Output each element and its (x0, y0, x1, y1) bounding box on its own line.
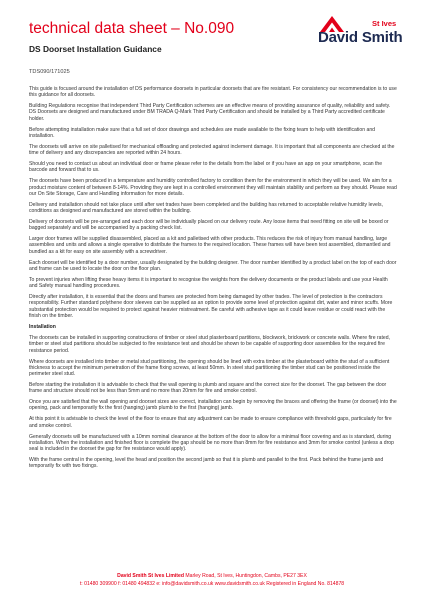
paragraph: Before attempting installation make sure that a full set of door drawings and schedules are made available to the fixing team to help with identification and installation. (29, 126, 376, 139)
paragraph: At this point it is advisable to check the level of the floor to ensure that any adjustment can be made to ensure compliance with threshold gaps, particularly for fire and smoke control. (29, 416, 392, 429)
document-body (29, 86, 397, 474)
logo-brand: David Smith (318, 29, 403, 46)
footer-contact: t: 01480 309900 f: 01480 494832 e: info@davidsmith.co.uk www.davidsmith.co.uk Registered in England No. 814878 (79, 581, 345, 587)
paragraph: Should you need to contact us about an individual door or frame please refer to the details from the label or if you have an app on your smartphone, scan the barcode and forward that to us. (29, 161, 383, 174)
paragraph: The doorsets will arrive on site palletised for mechanical offloading and protected against inclement damage. It is important that all components are checked at the time of delivery and any discrepancies are reported within 24 hours. (29, 143, 395, 157)
paragraph: Delivery of doorsets will be pre-arranged and each door will be individually placed on our delivery route. Any loose items that need fitting on site will be boxed or bagged separately and will be accompanied by a packing check list. (29, 218, 389, 232)
paragraph: Larger door frames will be supplied disassembled, placed as a kit and palletised with other products. This reduces the risk of injury from manual handling, large assemblies and units and allows a single operative to distribute the frames to the required location. These frames will have been test assembled, dismantled and bundled as a kit for easy on site assembly with a screwdriver. (29, 236, 391, 255)
paragraph: Before starting the installation it is advisable to check that the wall opening is plumb and square and the correct size for the doorset. The gap between the door frame and structure should not be less than 5mm and no more than 20mm for fire and smoke control. (29, 382, 387, 395)
paragraph: This guide is focused around the installation of DS performance doorsets in particular doorsets that are fire resistant. For consistency our recommendation is to use this guidance for all doorsets. (29, 86, 397, 99)
paragraph: Directly after installation, it is essential that the doors and frames are protected from being damaged by other trades. The level of protection is the contractors responsibility. Further standard polythene door sleeves can be supplied as an option to provide some level of protection against dirt, water and minor scuffs. More substantial protection would be required to protect against heavier mistreatment. Be careful with adhesive tape as it could leave residue or could react with the finish on the timber. (29, 293, 393, 319)
paragraph: Each doorset will be identified by a door number, usually designated by the building designer. The door number identified by a product label on the top of each door and frame can be used to locate the door on the floor plan. (29, 259, 397, 272)
paragraph: Once you are satisfied that the wall opening and doorset sizes are correct, installation can begin by removing the braces and offering the frame (or doorset) into the opening, pack and temporarily fix the first (hanging) jamb plumb to the first (hanging) jamb. (29, 399, 397, 412)
paragraph: Delivery and installation should not take place until after wet trades have been completed and the building has returned to acceptable relative humidity levels, conditions as designed and manufactured are stored within the building. (29, 201, 383, 215)
section-heading-installation: Installation (29, 323, 56, 330)
paragraph: To prevent injuries when lifting these heavy items it is important to recognise the weights from the delivery documents or the product labels and use your Health and Safety manual handling procedures. (29, 276, 388, 290)
paragraph: The doorsets can be installed in supporting constructions of timber or steel stud plasterboard partitions, blockwork, brickwork or concrete walls. Where fire rated, timber or steel stud partitions should be subjected to fire resistance test and should be shown to be capable of supporting door assemblies for the required fire resistance period. (29, 335, 390, 354)
paragraph: Where doorsets are installed into timber or metal stud partitioning, the opening should be lined with extra timber at the plasterboard within the stud of a sufficient thickness to accept the minimum penetration of the frame fixing screws, at least 50mm. In steel stud partitioning the timber stud can be positioned inside the perimeter steel stud. (29, 358, 390, 378)
footer-company: David Smith St Ives Limited (117, 573, 184, 579)
paragraph: With the frame central in the opening, level the head and position the second jamb so that it is plumb and parallel to the first. Pack behind the frame jamb and temporarily fix with two fixings. (29, 457, 384, 470)
page-footer (0, 572, 424, 588)
document-reference: TDS090/171025 (29, 69, 70, 75)
page-subtitle: DS Doorset Installation Guidance (29, 44, 162, 54)
footer-address: Marley Road, St Ives, Huntingdon, Cambs, PE27 3EX (185, 573, 307, 579)
paragraph: The doorsets have been produced in a temperature and humidity controlled factory to condition them for the environment in which they will be used. We aim for a product moisture content of between 8-14%. Providing they are kept in a controlled environment they will maintain stability and perform as they should. Please read our On Site Storage, Care and Handling information for more details. (29, 178, 397, 197)
company-logo (318, 16, 403, 50)
logo-location: St Ives (372, 19, 397, 28)
paragraph: Generally doorsets will be manufactured with a 10mm nominal clearance at the bottom of the door to allow for a minimal floor covering and as is standard, during installation. When the installation and finished floor is complete the gap should be no more than 8mm for fire resistance and 3mm for smoke control (unless a drop seal is included in the doorset the gap for fire resistance would apply). (29, 433, 394, 453)
page-title: technical data sheet – No.090 (29, 20, 235, 37)
paragraph: Building Regulations recognise that independent Third Party Certification schemes are an effective means of providing assurance of quality, reliability and safety. DS Doorsets are designed and manufactured under BM TRADA Q-Mark Third Party Certification and should be installed by a Third Party accredited certificate holder. (29, 103, 391, 122)
